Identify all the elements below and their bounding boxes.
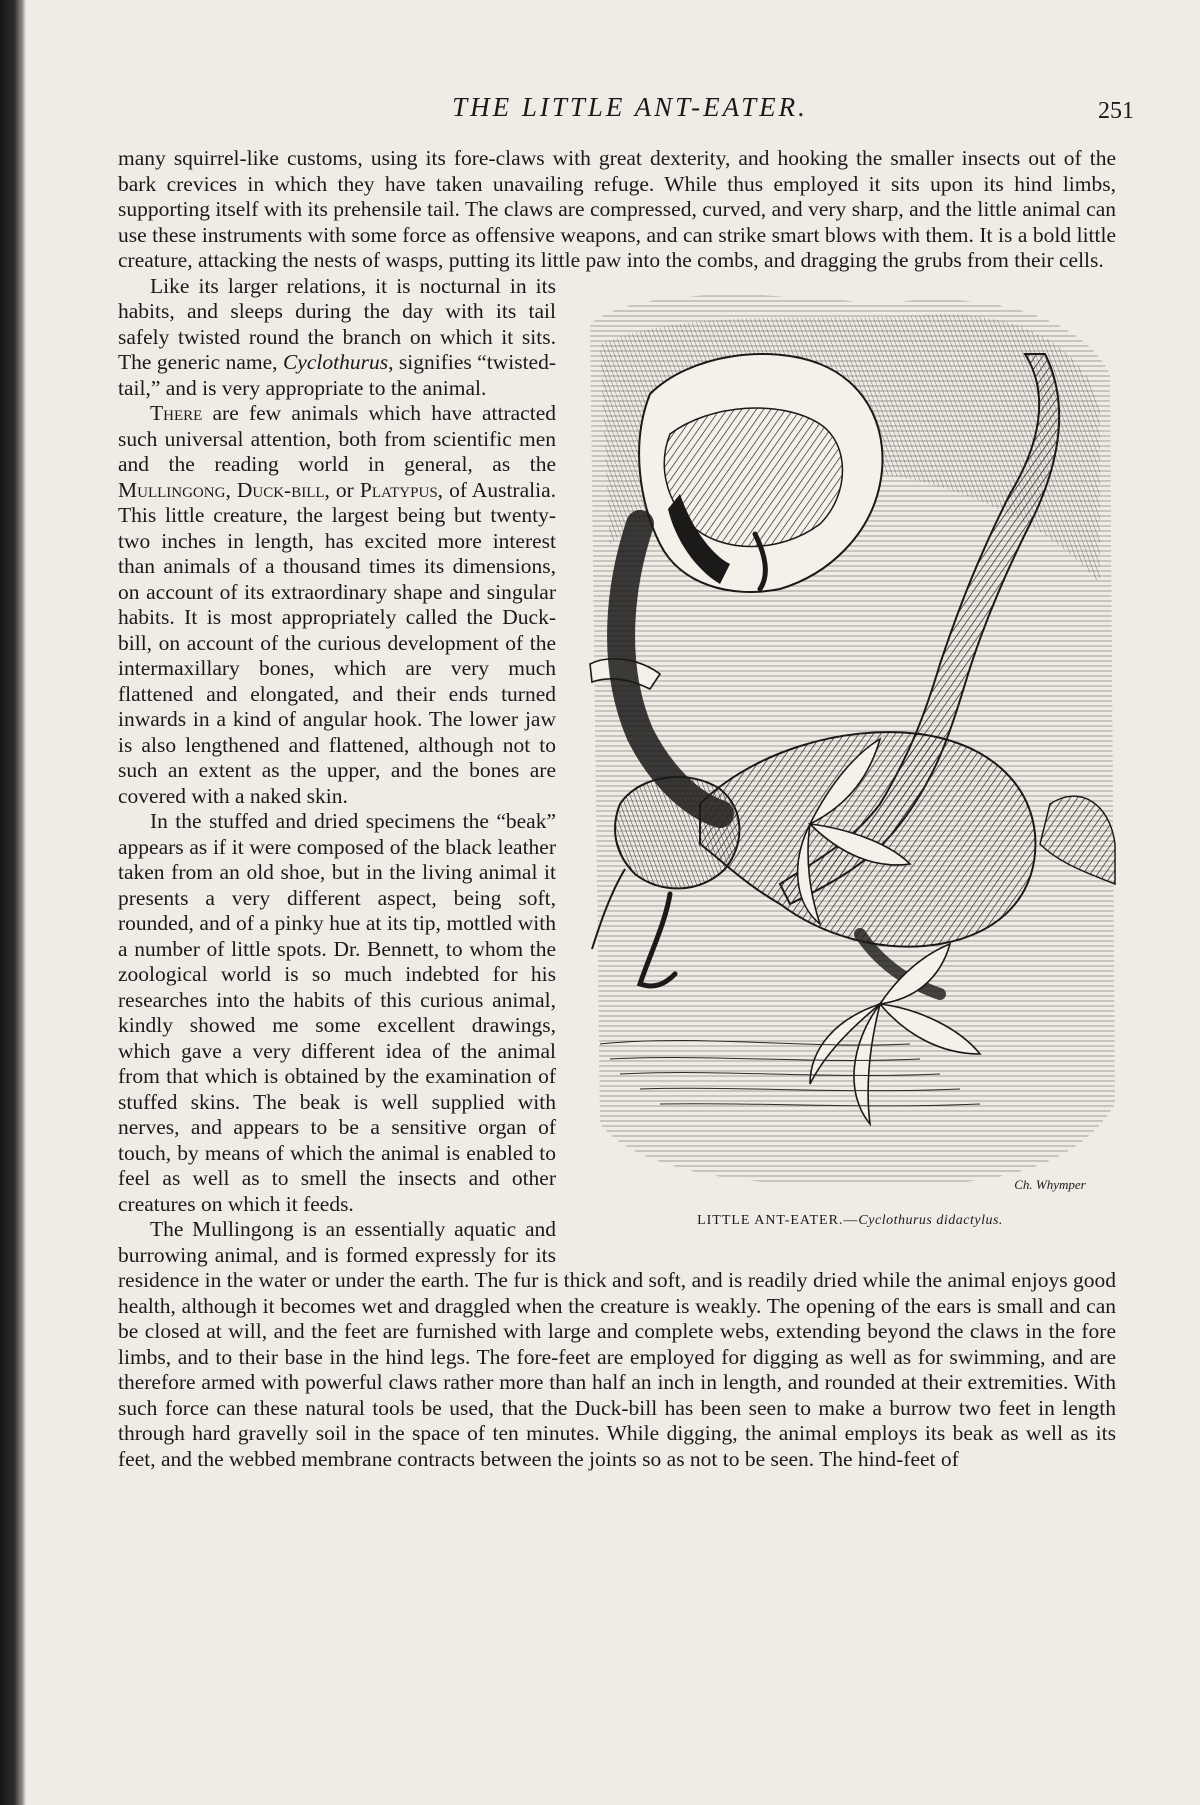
name-duck-bill: Duck-bill: [236, 477, 325, 502]
paragraph-4-text: In the stuffed and dried specimens the “beak” appears as if it were composed of the black leather taken from an old shoe, but in the living animal it presents a very different aspect, being soft, rounded, and of a pinky hue at its tip, mottled with a number of little spots. Dr. Bennett, to whom the zoological world is so much indebted for his researches into the habits of this curious animal, kindly showed me some excellent drawings, which gave a very different idea of the animal from that which is obtained by the examination of stuffed skins. The beak is well supplied with nerves, and appears to be a sensitive organ of touch, by means of which the animal is enabled to feel as well as to smell the insects and other creatures on which it feeds.: [118, 809, 556, 1216]
name-platypus: Platypus: [359, 477, 438, 502]
running-title: THE LITTLE ANT-EATER.: [452, 92, 808, 122]
paragraph-5: [118, 1217, 1116, 1472]
paragraph-3-text-b: , of Australia. This little creature, the largest being but twenty-two inches in length, has excited more interest than animals of a thousand times its dimensions, on account of its extraordinary shape and singular habits. It is most appropriately called the Duck-bill, on account of the curious development of the intermaxillary bones, which are very much flattened and elongated, and their ends turned inwards in a kind of angular hook. The lower jaw is also lengthened and flattened, although not to such an extent as the upper, and the bones are covered with a naked skin.: [118, 477, 556, 808]
paragraph-2-text-a: Like its larger relations, it is nocturnal in its habits, and sleeps during the day with its tail safely twisted round the branch on which it sits. The generic name,: [118, 273, 556, 374]
page-number: 251: [1098, 98, 1134, 124]
figure-little-ant-eater: [580, 284, 1120, 1244]
ant-eater-engraving: [580, 284, 1120, 1202]
paragraph-1-text: many squirrel-like customs, using its fore-claws with great dexterity, and hooking the smaller insects out of the bark crevices in which they have taken unavailing refuge. While thus employed it sits upon its hind limbs, supporting itself with its prehensile tail. The claws are compressed, curved, and very sharp, and the little animal can use these instruments with some force as offensive weapons, and can strike smart blows with them. It is a bold little creature, attacking the nests of wasps, putting its little paw into the combs, and dragging the grubs from their cells.: [118, 146, 1116, 272]
lower-ant-eater-head: [615, 777, 739, 888]
paragraph-5-text: The Mullingong is an essentially aquatic and burrowing animal, and is formed expressly for its residence in the water or under the earth. The fur is thick and soft, and is readily dried while the animal enjoys good health, although it becomes wet and draggled when the creature is weakly. The opening of the ears is small and can be closed at will, and the feet are furnished with large and complete webs, extending beyond the claws in the fore limbs, and to their base in the hind legs. The fore-feet are employed for digging as well as for swimming, and are therefore armed with powerful claws rather more than half an inch in length, and rounded at their extremities. With such force can these natural tools be used, that the Duck-bill has been seen to make a burrow two feet in length through hard gravelly soil in the space of ten minutes. While digging, the animal employs its beak as well as its feet, and the webbed membrane contracts between the joints so as not to be seen. The hind-feet of: [118, 1217, 1116, 1471]
paragraph-1: [118, 146, 1116, 274]
paragraph-3-sep-1: ,: [225, 477, 237, 502]
paragraph-3-lead-word: There: [150, 401, 203, 425]
caption-scientific-name: Cyclothurus didactylus.: [858, 1212, 1003, 1228]
paragraph-3-text-a: are few animals which have attracted such universal attention, both from scientific men and the reading world in general, as the: [118, 401, 556, 476]
name-mullingong: Mullingong: [118, 477, 226, 502]
figure-caption: [580, 1212, 1120, 1230]
body-text: [118, 146, 1116, 1472]
genus-name: Cyclothurus: [282, 350, 389, 374]
engraver-signature: Ch. Whymper: [1014, 1176, 1086, 1192]
caption-common-name: LITTLE ANT-EATER.—: [697, 1212, 859, 1228]
paragraph-3-sep-2: , or: [324, 477, 360, 502]
paragraph-2-text-b: , signifies “twisted-tail,” and is very appropriate to the animal.: [118, 350, 556, 400]
